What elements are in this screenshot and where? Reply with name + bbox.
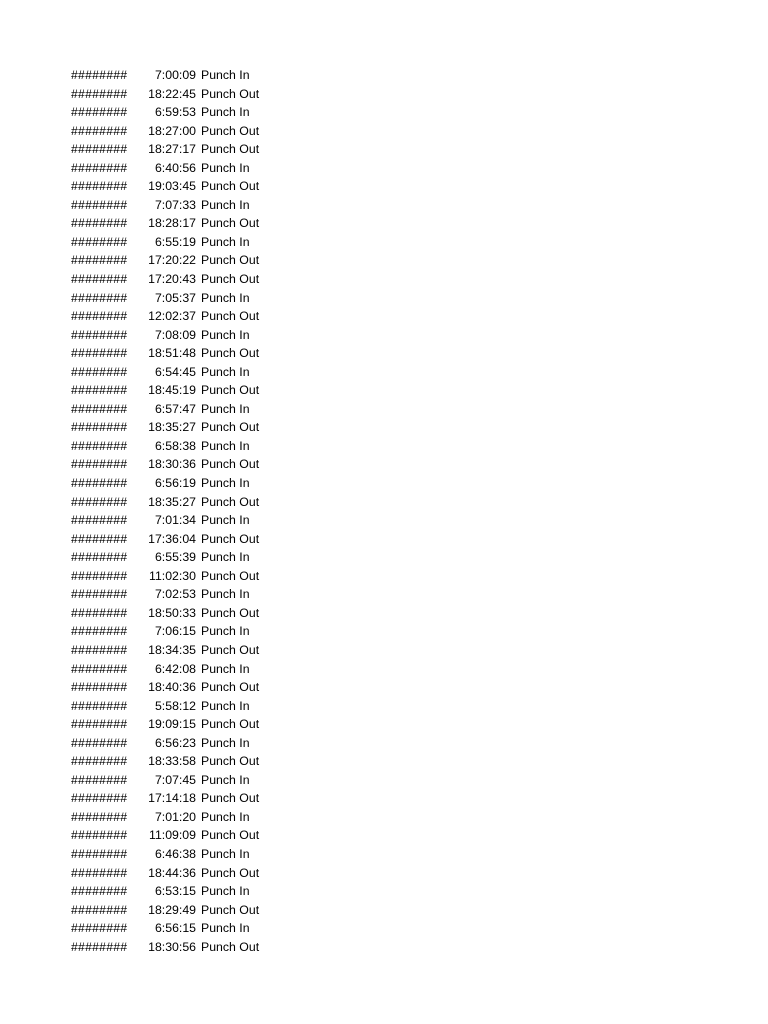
punch-type-cell: Punch In: [201, 735, 250, 750]
table-row: [0, 66, 768, 85]
table-row: [0, 289, 768, 308]
time-cell: 18:35:27: [148, 420, 196, 435]
date-cell: ########: [71, 846, 128, 861]
punch-type-cell: Punch Out: [201, 179, 260, 194]
date-cell: ########: [71, 494, 128, 509]
table-row: [0, 752, 768, 771]
date-cell: ########: [71, 624, 128, 639]
punch-type-cell: Punch Out: [201, 346, 260, 361]
table-row: [0, 307, 768, 326]
punch-type-cell: Punch In: [201, 438, 250, 453]
date-cell: ########: [71, 698, 128, 713]
date-cell: ########: [71, 642, 128, 657]
table-row: [0, 660, 768, 679]
time-cell: 18:27:00: [148, 123, 196, 138]
time-cell: 6:57:47: [154, 401, 196, 416]
table-row: [0, 474, 768, 493]
punch-type-cell: Punch In: [201, 550, 250, 565]
table-row: [0, 214, 768, 233]
table-row: [0, 734, 768, 753]
table-row: [0, 493, 768, 512]
date-cell: ########: [71, 476, 128, 491]
punch-log-sheet: [0, 66, 768, 956]
punch-type-cell: Punch Out: [201, 383, 260, 398]
date-cell: ########: [71, 383, 128, 398]
table-row: [0, 400, 768, 419]
date-cell: ########: [71, 884, 128, 899]
time-cell: 7:02:53: [154, 587, 196, 602]
table-row: [0, 233, 768, 252]
time-cell: 17:14:18: [148, 791, 196, 806]
date-cell: ########: [71, 346, 128, 361]
table-row: [0, 159, 768, 178]
time-cell: 18:22:45: [148, 86, 196, 101]
punch-type-cell: Punch In: [201, 197, 250, 212]
punch-type-cell: Punch Out: [201, 494, 260, 509]
punch-type-cell: Punch In: [201, 476, 250, 491]
date-cell: ########: [71, 939, 128, 954]
punch-type-cell: Punch Out: [201, 791, 260, 806]
punch-type-cell: Punch In: [201, 921, 250, 936]
punch-type-cell: Punch In: [201, 698, 250, 713]
date-cell: ########: [71, 772, 128, 787]
table-row: [0, 604, 768, 623]
punch-type-cell: Punch In: [201, 68, 250, 82]
table-row: [0, 697, 768, 716]
time-cell: 6:54:45: [154, 364, 196, 379]
table-row: [0, 85, 768, 104]
punch-type-cell: Punch In: [201, 105, 250, 120]
punch-type-cell: Punch Out: [201, 123, 260, 138]
time-cell: 5:58:12: [154, 698, 196, 713]
time-cell: 17:20:43: [148, 272, 196, 287]
punch-type-cell: Punch In: [201, 772, 250, 787]
punch-type-cell: Punch Out: [201, 680, 260, 695]
table-row: [0, 344, 768, 363]
table-row: [0, 678, 768, 697]
table-row: [0, 270, 768, 289]
date-cell: ########: [71, 234, 128, 249]
punch-type-cell: Punch In: [201, 234, 250, 249]
time-cell: 7:08:09: [154, 327, 196, 342]
time-cell: 18:30:56: [148, 939, 196, 954]
table-row: [0, 826, 768, 845]
time-cell: 6:53:15: [154, 884, 196, 899]
time-cell: 18:27:17: [148, 142, 196, 157]
date-cell: ########: [71, 272, 128, 287]
table-row: [0, 381, 768, 400]
time-cell: 6:55:39: [154, 550, 196, 565]
punch-type-cell: Punch Out: [201, 216, 260, 231]
table-row: [0, 455, 768, 474]
table-row: [0, 882, 768, 901]
table-row: [0, 641, 768, 660]
time-cell: 6:42:08: [154, 661, 196, 676]
time-cell: 18:40:36: [148, 680, 196, 695]
time-cell: 6:56:23: [154, 735, 196, 750]
time-cell: 18:30:36: [148, 457, 196, 472]
punch-type-cell: Punch Out: [201, 642, 260, 657]
punch-type-cell: Punch In: [201, 661, 250, 676]
date-cell: ########: [71, 809, 128, 824]
punch-type-cell: Punch Out: [201, 568, 260, 583]
time-cell: 19:09:15: [148, 717, 196, 732]
punch-type-cell: Punch Out: [201, 865, 260, 880]
punch-type-cell: Punch In: [201, 160, 250, 175]
time-cell: 6:56:19: [154, 476, 196, 491]
date-cell: ########: [71, 290, 128, 305]
date-cell: ########: [71, 550, 128, 565]
date-cell: ########: [71, 123, 128, 138]
punch-type-cell: Punch In: [201, 327, 250, 342]
date-cell: ########: [71, 513, 128, 528]
date-cell: ########: [71, 828, 128, 843]
time-cell: 18:33:58: [148, 754, 196, 769]
table-row: [0, 530, 768, 549]
date-cell: ########: [71, 197, 128, 212]
punch-type-cell: Punch Out: [201, 605, 260, 620]
date-cell: ########: [71, 680, 128, 695]
time-cell: 19:03:45: [148, 179, 196, 194]
time-cell: 6:40:56: [154, 160, 196, 175]
time-cell: 12:02:37: [148, 309, 196, 324]
table-row: [0, 418, 768, 437]
punch-type-cell: Punch In: [201, 884, 250, 899]
date-cell: ########: [71, 364, 128, 379]
date-cell: ########: [71, 587, 128, 602]
time-cell: 11:02:30: [149, 568, 196, 583]
table-row: [0, 808, 768, 827]
time-cell: 17:20:22: [148, 253, 196, 268]
punch-type-cell: Punch In: [201, 290, 250, 305]
punch-type-cell: Punch In: [201, 364, 250, 379]
time-cell: 18:34:35: [148, 642, 196, 657]
time-cell: 7:01:20: [154, 809, 196, 824]
table-row: [0, 326, 768, 345]
table-row: [0, 864, 768, 883]
punch-type-cell: Punch Out: [201, 420, 260, 435]
time-cell: 7:06:15: [154, 624, 196, 639]
punch-type-cell: Punch Out: [201, 754, 260, 769]
table-row: [0, 771, 768, 790]
time-cell: 7:07:45: [154, 772, 196, 787]
time-cell: 18:35:27: [148, 494, 196, 509]
time-cell: 18:50:33: [148, 605, 196, 620]
punch-type-cell: Punch In: [201, 587, 250, 602]
table-row: [0, 845, 768, 864]
time-cell: 6:46:38: [154, 846, 196, 861]
table-row: [0, 177, 768, 196]
time-cell: 7:00:09: [154, 68, 196, 82]
date-cell: ########: [71, 717, 128, 732]
table-row: [0, 363, 768, 382]
date-cell: ########: [71, 86, 128, 101]
punch-type-cell: Punch In: [201, 809, 250, 824]
punch-type-cell: Punch Out: [201, 457, 260, 472]
time-cell: 18:29:49: [148, 902, 196, 917]
time-cell: 7:07:33: [154, 197, 196, 212]
table-row: [0, 622, 768, 641]
time-cell: 7:01:34: [154, 513, 196, 528]
time-cell: 17:36:04: [148, 531, 196, 546]
time-cell: 18:28:17: [148, 216, 196, 231]
date-cell: ########: [71, 253, 128, 268]
date-cell: ########: [71, 216, 128, 231]
table-row: [0, 511, 768, 530]
date-cell: ########: [71, 309, 128, 324]
punch-type-cell: Punch Out: [201, 939, 260, 954]
time-cell: 18:45:19: [148, 383, 196, 398]
date-cell: ########: [71, 865, 128, 880]
punch-type-cell: Punch Out: [201, 309, 260, 324]
date-cell: ########: [71, 142, 128, 157]
date-cell: ########: [71, 921, 128, 936]
table-row: [0, 122, 768, 141]
table-row: [0, 919, 768, 938]
punch-type-cell: Punch In: [201, 401, 250, 416]
table-row: [0, 901, 768, 920]
table-row: [0, 548, 768, 567]
punch-type-cell: Punch In: [201, 624, 250, 639]
time-cell: 7:05:37: [154, 290, 196, 305]
punch-type-cell: Punch In: [201, 846, 250, 861]
date-cell: ########: [71, 179, 128, 194]
date-cell: ########: [71, 438, 128, 453]
date-cell: ########: [71, 105, 128, 120]
date-cell: ########: [71, 457, 128, 472]
time-cell: 18:44:36: [148, 865, 196, 880]
date-cell: ########: [71, 401, 128, 416]
punch-type-cell: Punch Out: [201, 828, 260, 843]
date-cell: ########: [71, 568, 128, 583]
table-row: [0, 251, 768, 270]
date-cell: ########: [71, 68, 128, 82]
table-row: [0, 437, 768, 456]
punch-type-cell: Punch Out: [201, 717, 260, 732]
table-row: [0, 585, 768, 604]
punch-type-cell: Punch Out: [201, 142, 260, 157]
punch-type-cell: Punch Out: [201, 902, 260, 917]
punch-type-cell: Punch Out: [201, 86, 260, 101]
date-cell: ########: [71, 531, 128, 546]
punch-type-cell: Punch In: [201, 513, 250, 528]
date-cell: ########: [71, 791, 128, 806]
punch-type-cell: Punch Out: [201, 272, 260, 287]
date-cell: ########: [71, 327, 128, 342]
table-row: [0, 140, 768, 159]
time-cell: 6:55:19: [154, 234, 196, 249]
punch-type-cell: Punch Out: [201, 253, 260, 268]
time-cell: 6:59:53: [154, 105, 196, 120]
date-cell: ########: [71, 902, 128, 917]
table-row: [0, 567, 768, 586]
table-row: [0, 196, 768, 215]
date-cell: ########: [71, 605, 128, 620]
punch-type-cell: Punch Out: [201, 531, 260, 546]
table-row: [0, 789, 768, 808]
date-cell: ########: [71, 754, 128, 769]
table-row: [0, 715, 768, 734]
table-row: [0, 103, 768, 122]
date-cell: ########: [71, 735, 128, 750]
time-cell: 11:09:09: [149, 828, 196, 843]
date-cell: ########: [71, 661, 128, 676]
time-cell: 6:56:15: [154, 921, 196, 936]
time-cell: 18:51:48: [148, 346, 196, 361]
date-cell: ########: [71, 420, 128, 435]
date-cell: ########: [71, 160, 128, 175]
table-row: [0, 938, 768, 957]
time-cell: 6:58:38: [154, 438, 196, 453]
